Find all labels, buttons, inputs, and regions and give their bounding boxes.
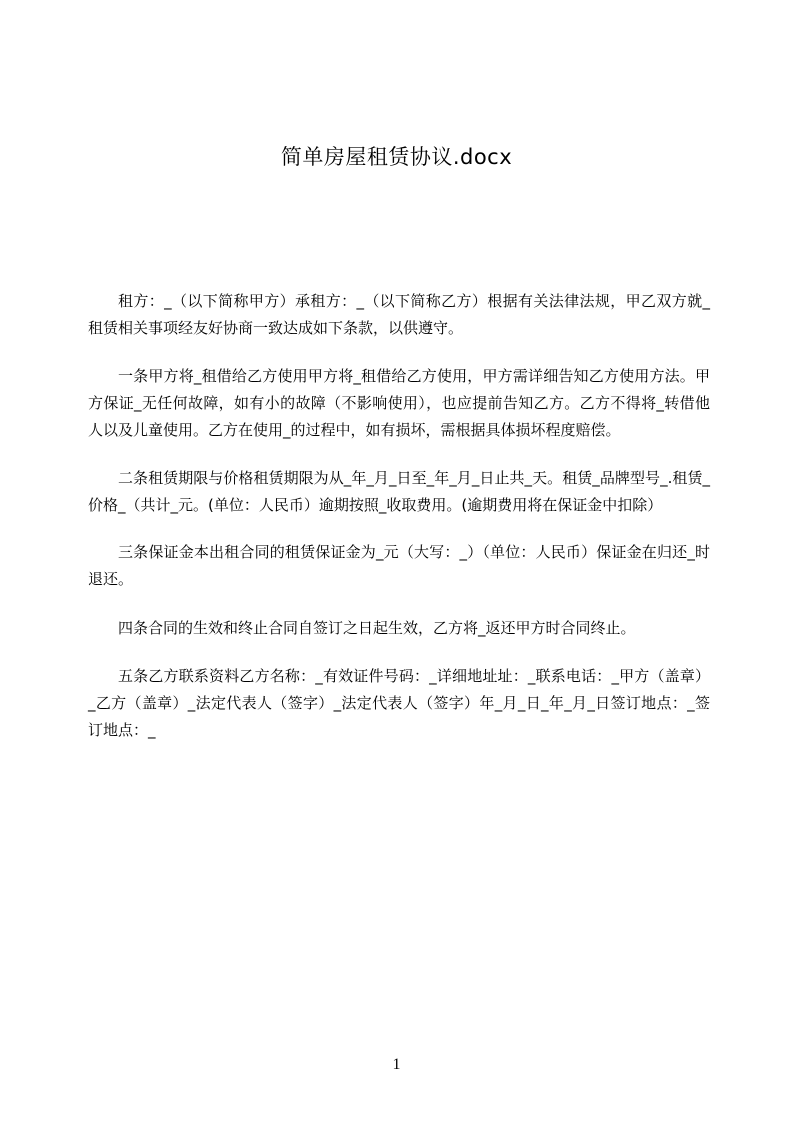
document-body [88,288,710,765]
document-title: 简单房屋租赁协议.docx [280,145,513,169]
paragraph-article-4: 四条合同的生效和终止合同自签订之日起生效，乙方将_返还甲方时合同终止。 [118,619,636,637]
paragraph-article-3: 三条保证金本出租合同的租赁保证金为_元（大写：_）（单位：人民币）保证金在归还_时退还。 [88,543,710,588]
paragraph-article-2: 二条租赁期限与价格租赁期限为从_年_月_日至_年_月_日止共_天。租赁_品牌型号_.租赁_价格_（共计_元。(单位：人民币）逾期按照_收取费用。(逾期费用将在保证金中扣除） [88,469,710,514]
page-number: 1 [392,1056,401,1073]
paragraph-article-1: 一条甲方将_租借给乙方使用甲方将_租借给乙方使用，甲方需详细告知乙方使用方法。甲方保证_无任何故障，如有小的故障（不影响使用），也应提前告知乙方。乙方不得将_转借他人以及儿童使用。乙方在使用_的过程中，如有损坏，需根据具体损坏程度赔偿。 [88,367,710,439]
paragraph-article-5: 五条乙方联系资料乙方名称：_有效证件号码：_详细地址址：_联系电话：_甲方（盖章）_乙方（盖章）_法定代表人（签字）_法定代表人（签字）年_月_日_年_月_日签订地点：_签订地点：_ [88,667,710,739]
paragraph-parties: 租方：_（以下简称甲方）承租方：_（以下简称乙方）根据有关法律法规，甲乙双方就_租赁相关事项经友好协商一致达成如下条款，以供遵守。 [88,292,710,337]
